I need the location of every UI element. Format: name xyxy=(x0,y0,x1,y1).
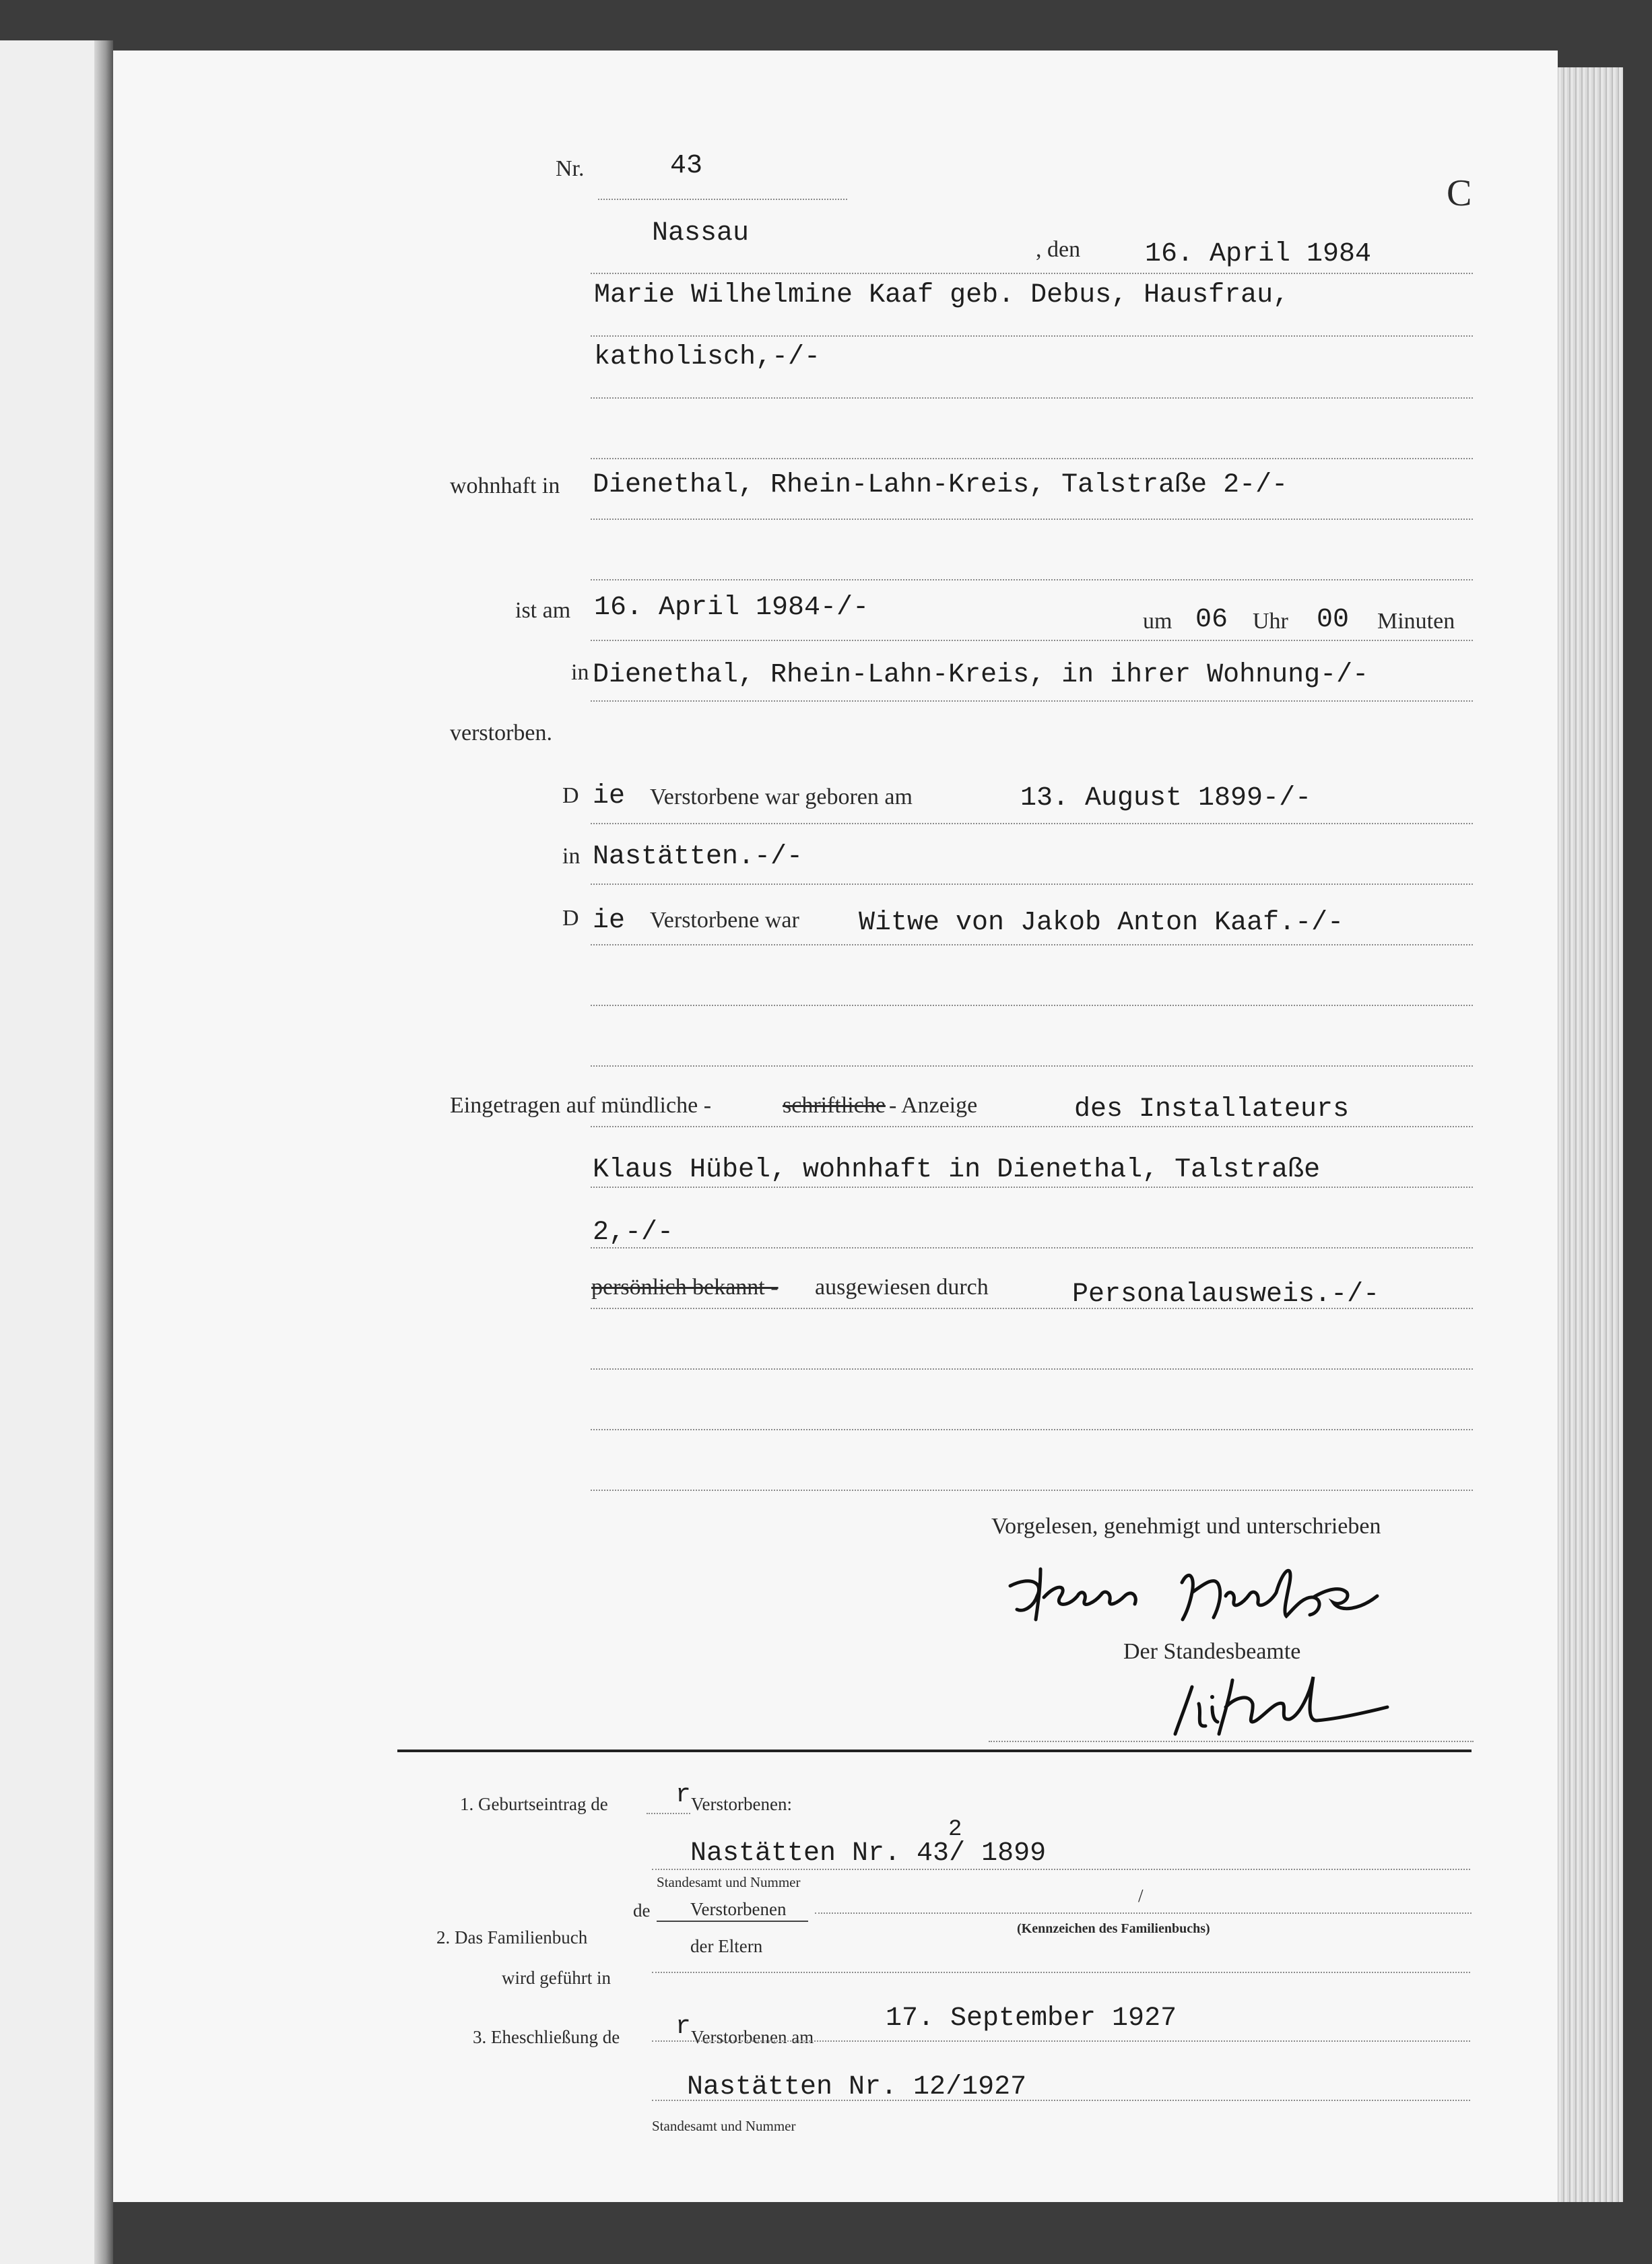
item1-de-line xyxy=(647,1813,690,1814)
status-label: Verstorbene war xyxy=(650,908,799,933)
minuten-label: Minuten xyxy=(1377,609,1455,634)
standesamt-label-2: Standesamt und Nummer xyxy=(652,2118,796,2134)
informant-line-2: Klaus Hübel, wohnhaft in Dienethal, Talstraße xyxy=(593,1155,1321,1185)
birth-entry: Nastätten Nr. 43/ 1899 xyxy=(690,1838,1047,1869)
line-registrar-signature xyxy=(989,1741,1474,1742)
line-residence-1 xyxy=(591,519,1473,520)
item3-label: 3. Eheschließung de xyxy=(473,2027,620,2047)
report-label-1: Eingetragen auf mündliche - xyxy=(450,1093,712,1118)
report-label-2: - Anzeige xyxy=(889,1093,978,1118)
death-date: 16. April 1984-/- xyxy=(594,593,869,623)
read-approved-label: Vorgelesen, genehmigt und unterschrieben xyxy=(991,1514,1381,1539)
line-blank-3 xyxy=(591,1490,1473,1491)
item3-r: r xyxy=(675,2012,691,2041)
line-marriage-date xyxy=(652,2040,1470,2042)
verstorben-label: verstorben. xyxy=(450,721,553,745)
death-place: Dienethal, Rhein-Lahn-Kreis, in ihrer Wohnung-/- xyxy=(593,660,1369,690)
line-residence-2 xyxy=(591,579,1473,580)
in-label: in xyxy=(571,660,589,685)
in-label-2: in xyxy=(562,844,581,869)
known-struck: persönlich bekannt - xyxy=(591,1275,779,1300)
nr-line xyxy=(598,199,847,200)
line-informant-2 xyxy=(591,1187,1473,1188)
family-book-option-divider xyxy=(657,1921,808,1922)
ie-typed-1: ie xyxy=(593,781,626,811)
registry-place: Nassau xyxy=(652,218,750,248)
line-person-2 xyxy=(591,397,1473,399)
left-page xyxy=(0,40,101,2264)
wohnhaft-label: wohnhaft in xyxy=(450,473,560,498)
line-informant-3 xyxy=(591,1247,1473,1248)
item1-suffix: Verstorbenen: xyxy=(691,1794,792,1814)
line-death-place xyxy=(591,700,1473,702)
item3-suffix: Verstorbenen am xyxy=(691,2027,814,2047)
line-id xyxy=(591,1308,1473,1309)
marital-status: Witwe von Jakob Anton Kaaf.-/- xyxy=(859,908,1344,938)
registrar-signature xyxy=(1165,1667,1408,1741)
death-minute: 00 xyxy=(1317,605,1350,635)
item1-label: 1. Geburtseintrag de xyxy=(460,1794,608,1814)
registry-date: 16. April 1984 xyxy=(1145,239,1372,269)
informant-signature xyxy=(1003,1556,1408,1630)
ie-typed-2: ie xyxy=(593,906,626,936)
line-birth-place xyxy=(591,884,1473,885)
informant-line-1: des Installateurs xyxy=(1074,1094,1350,1125)
informant-line-3: 2,-/- xyxy=(593,1218,674,1248)
line-status-3 xyxy=(591,1065,1473,1067)
born-label: Verstorbene war geboren am xyxy=(650,785,913,809)
d-prefix-2: D xyxy=(562,906,579,931)
birth-place: Nastätten.-/- xyxy=(593,842,803,872)
line-birth-date xyxy=(591,823,1473,824)
de-label: de xyxy=(633,1900,651,1921)
family-book-slash: / xyxy=(1138,1886,1144,1906)
family-book-option-parents: der Eltern xyxy=(690,1936,763,1956)
birth-date: 13. August 1899-/- xyxy=(1020,783,1312,813)
deceased-line-2: katholisch,-/- xyxy=(594,342,821,372)
line-informant-1 xyxy=(591,1126,1473,1127)
ist-am-label: ist am xyxy=(515,598,571,623)
item1-r: r xyxy=(675,1780,691,1809)
standesamt-label-1: Standesamt und Nummer xyxy=(657,1874,801,1890)
line-person-3 xyxy=(591,458,1473,459)
line-person-1 xyxy=(591,335,1473,337)
kennzeichen-label: (Kennzeichen des Familienbuchs) xyxy=(1017,1921,1210,1936)
id-document: Personalausweis.-/- xyxy=(1072,1279,1380,1310)
footer-rule xyxy=(397,1750,1472,1752)
line-status-2 xyxy=(591,1005,1473,1006)
line-family-book-id xyxy=(815,1912,1472,1914)
id-label: ausgewiesen durch xyxy=(815,1275,989,1300)
line-family-book-place xyxy=(652,1972,1470,1973)
report-struck-written: schriftliche xyxy=(783,1093,886,1118)
family-book-option-deceased: Verstorbenen xyxy=(690,1899,787,1919)
d-prefix-1: D xyxy=(562,783,579,808)
nr-label: Nr. xyxy=(556,156,585,181)
line-birth-entry xyxy=(652,1869,1470,1870)
item2-label: 2. Das Familienbuch xyxy=(436,1927,588,1947)
line-status-1 xyxy=(591,944,1473,945)
line-blank-2 xyxy=(591,1429,1473,1430)
residence: Dienethal, Rhein-Lahn-Kreis, Talstraße 2-/- xyxy=(593,470,1288,500)
entry-number: 43 xyxy=(670,151,703,181)
book-gutter xyxy=(94,40,113,2264)
page-stack-edge xyxy=(1549,67,1623,2202)
deceased-line-1: Marie Wilhelmine Kaaf geb. Debus, Hausfrau, xyxy=(594,280,1290,310)
marriage-date: 17. September 1927 xyxy=(886,2003,1177,2034)
um-label: um xyxy=(1143,609,1172,634)
uhr-label: Uhr xyxy=(1253,609,1288,634)
gefuehrt-label: wird geführt in xyxy=(502,1968,611,1988)
death-hour: 06 xyxy=(1195,605,1228,635)
line-place-date xyxy=(591,273,1473,274)
line-marriage-entry xyxy=(652,2100,1470,2101)
marriage-entry: Nastätten Nr. 12/1927 xyxy=(687,2072,1027,2102)
line-death-date xyxy=(591,640,1473,641)
form-letter: C xyxy=(1447,172,1472,214)
den-label: , den xyxy=(1036,237,1081,262)
line-blank-1 xyxy=(591,1368,1473,1370)
registrar-label: Der Standesbeamte xyxy=(1123,1639,1301,1664)
birth-entry-correction: 2 xyxy=(948,1817,962,1842)
